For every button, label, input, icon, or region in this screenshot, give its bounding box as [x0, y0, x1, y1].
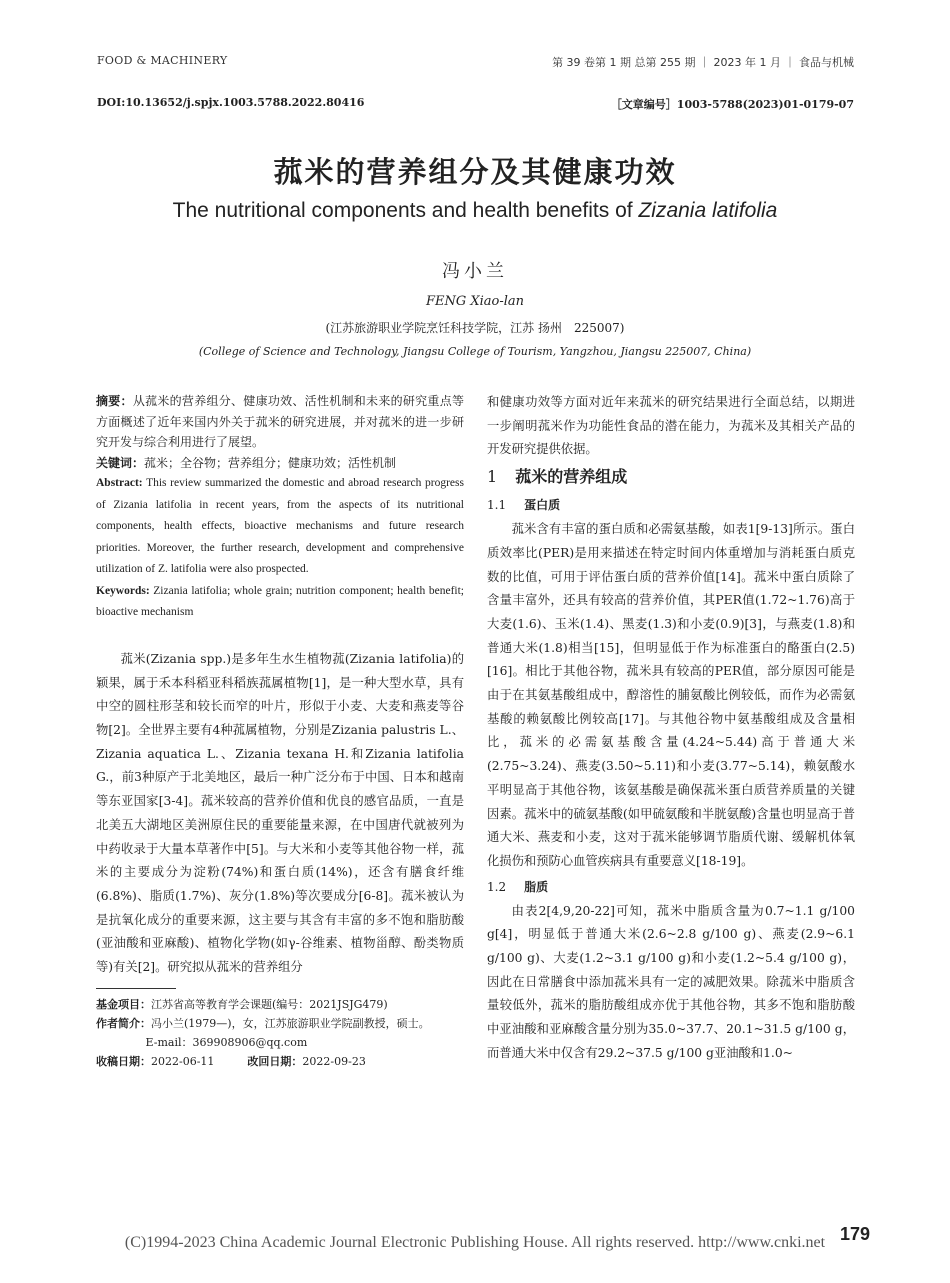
footnote-bio: [96, 1014, 464, 1033]
spacer: [96, 624, 464, 648]
keywords-text-en: Zizania latifolia; whole grain; nutrition component; health benefit; bioactive mechanism: [96, 584, 464, 619]
section-1-number: 1: [487, 467, 498, 487]
page-number: 179: [839, 1224, 870, 1244]
title-english-text: The nutritional components and health benefits of Zizania latifolia: [172, 199, 778, 222]
section-1-1-heading: [487, 492, 855, 518]
author-chinese: 冯小兰: [442, 261, 508, 282]
keywords-label-en: Keywords:: [96, 584, 150, 597]
abstract-cn: [96, 391, 464, 453]
article-number: ［文章编号］1003-5788(2023)01-0179-07: [610, 98, 854, 111]
revised-date: 2022-09-23: [302, 1054, 366, 1068]
right-column: [487, 391, 855, 1066]
abstract-text-cn: 从菰米的营养组分、健康功效、活性机制和未来的研究重点等方面概述了近年来国内外关于菰米的研究进展，并对菰米的进一步研究开发与综合利用进行了展望。: [96, 394, 464, 450]
section-1-heading: [487, 462, 855, 492]
copyright-footer: (C)1994-2023 China Academic Journal Electronic Publishing House. All rights reserved. http://www.cnki.net: [124, 1234, 826, 1251]
affiliation-chinese: (江苏旅游职业学院烹饪科技学院，江苏 扬州 225007): [325, 321, 625, 335]
lipid-paragraph: 由表2[4,9,20-22]可知，菰米中脂质含量为0.7~1.1 g/100 g[4]，明显低于普通大米(2.6~2.8 g/100 g)、燕麦(2.9~6.1 g/100 g)、大麦(1.2~3.1 g/100 g)和小麦(1.2~5.4 g/100 g)，因此在日常膳食中添加菰米具有一定的减肥效果。除菰米中脂质含量较低外，菰米的脂肪酸组成亦优于其他谷物，其多不饱和脂肪酸中亚油酸和亚麻酸含量分别为35.0~37.7、20.1~31.5 g/100 g，而普通大米中仅含有29.2~37.5 g/100 g亚油酸和1.0~: [487, 903, 855, 1060]
fund-label: 基金项目：: [96, 997, 151, 1011]
protein-paragraph: 菰米含有丰富的蛋白质和必需氨基酸，如表1[9-13]所示。蛋白质效率比(PER)是用来描述在特定时间内体重增加与消耗蛋白质克数的比值，可用于评估蛋白质的营养价值[14]。菰米中蛋白质除了含量丰富外，还具有较高的营养价值，其PER值(1.72~1.76)高于大麦(1.6)、玉米(1.4)、黑麦(1.3)和小麦(0.9)[3]，与燕麦(1.8)和普通大米(1.8)相当[15]，但明显低于作为标准蛋白的酪蛋白(2.5)[16]。相比于其他谷物，菰米具有较高的PER值，部分原因可能是由于在其氨基酸组成中，醇溶性的脯氨酸比例较低，而作为必需氨基酸的赖氨酸比例较高[17]。与其他谷物中氨基酸组成及含量相比，菰米的必需氨基酸含量(4.24~5.44)高于普通大米(2.75~3.24)、燕麦(3.50~5.11)和小麦(3.77~5.14)，赖氨酸水平明显高于其他谷物，该氨基酸是确保菰米蛋白质营养质量的关键因素。菰米中的硫氨基酸(如甲硫氨酸和半胱氨酸)含量也明显高于普通大米、燕麦和小麦，这对于菰米能够调节脂质代谢、缓解机体氧化损伤和预防心血管疾病具有重要意义[18-19]。: [487, 522, 855, 868]
abstract-en: [96, 473, 464, 581]
section-1-2-heading: [487, 874, 855, 900]
species-name: Zizania latifolia: [638, 199, 778, 222]
intro-paragraph: 菰米(Zizania spp.)是多年生水生植物菰(Zizania latifolia)的颖果，属于禾本科稻亚科稻族菰属植物[1]，是一种大型水草，具有中空的圆柱形茎和较长而窄的叶片，形似于小麦、大麦和燕麦等谷物[2]。全世界主要有4种菰属植物，分别是Zizania palustris L.、Zizania aquatica L.、Zizania texana H.和Zizania latifolia G.，前3种原产于北美地区，最后一种广泛分布于中国、日本和越南等东亚国家[3-4]。菰米较高的营养价值和优良的感官品质，一直是北美五大湖地区美洲原住民的重要能量来源，在中国唐代就被列为中药收录于大量本草著作中[5]。与大米和小麦等其他谷物一样，菰米的主要成分为淀粉(74%)和蛋白质(14%)，还含有膳食纤维(6.8%)、脂质(1.7%)、灰分(1.8%)等次要成分[6-8]。菰米被认为是抗氧化成分的重要来源，这主要与其含有丰富的多不饱和脂肪酸(亚油酸和亚麻酸)、植物化学物(如γ-谷维素、植物甾醇、酚类物质等)有关[2]。研究拟从菰米的营养组分: [96, 651, 464, 975]
author-english: FENG Xiao-lan: [425, 294, 525, 309]
section-1-1-number: 1.1: [487, 498, 507, 513]
fund-text: 江苏省高等教育学会课题(编号：2021JSJG479): [151, 997, 388, 1011]
journal-name: FOOD & MACHINERY: [97, 54, 228, 67]
bio-label: 作者简介：: [96, 1016, 151, 1030]
bio-text: 冯小兰(1979—)，女，江苏旅游职业学院副教授，硕士。: [151, 1016, 430, 1030]
revised-label: 改回日期：: [247, 1054, 303, 1068]
doi[interactable]: DOI:10.13652/j.spjx.1003.5788.2022.80416: [97, 96, 365, 109]
section-1-2-number: 1.2: [487, 879, 507, 894]
affiliation-english: (College of Science and Technology, Jiangsu College of Tourism, Yangzhou, Jiangsu 225007, China): [198, 345, 752, 358]
footnote-dates: [96, 1052, 464, 1071]
abstract-text-en: This review summarized the domestic and abroad research progress of Zizania latifolia in recent years, from the aspects of its nutritional components, health effects, bioactive mechanisms and future research priorities. Moreover, the further research, development and comprehensive utilization of Z. latifolia were also prospected.: [96, 477, 464, 576]
section-1-1-title: 蛋白质: [524, 498, 561, 513]
title-english: [0, 199, 950, 223]
issue-info: 第 39 卷第 1 期 总第 255 期 ｜ 2023 年 1 月 ｜ 食品与机械: [552, 56, 854, 69]
keywords-text-cn: 菰米；全谷物；营养组分；健康功效；活性机制: [144, 455, 397, 470]
section-1-2-title: 脂质: [524, 879, 549, 894]
left-column: [96, 391, 464, 1071]
received-label: 收稿日期：: [96, 1054, 151, 1068]
footnote-email[interactable]: E-mail：369908906@qq.com: [145, 1035, 308, 1049]
keywords-en: [96, 581, 464, 624]
abstract-label: 摘要：: [96, 394, 133, 408]
title-chinese: 菰米的营养组分及其健康功效: [273, 155, 677, 189]
footnote-divider: [96, 988, 176, 989]
keywords-cn: [96, 453, 464, 474]
footnote-fund: [96, 995, 464, 1014]
keywords-label: 关键词：: [96, 455, 145, 470]
abstract-label-en: Abstract:: [96, 477, 143, 490]
intro-continuation: 和健康功效等方面对近年来菰米的研究结果进行全面总结，以期进一步阐明菰米作为功能性食品的潜在能力，为菰米及其相关产品的开发研究提供依据。: [487, 395, 855, 457]
received-date: 2022-06-11: [151, 1054, 215, 1068]
section-1-title: 菰米的营养组成: [515, 467, 628, 487]
